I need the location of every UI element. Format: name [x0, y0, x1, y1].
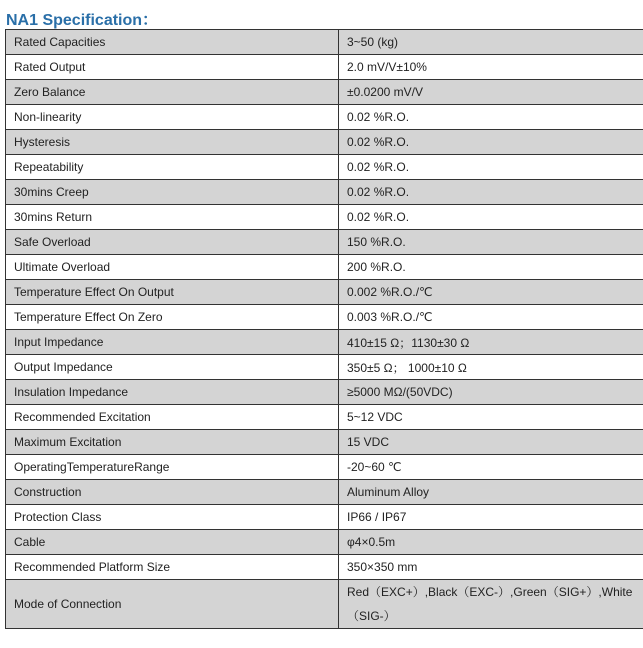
table-row: [6, 55, 643, 80]
table-row: [6, 530, 643, 555]
spec-value: ≥5000 MΩ/(50VDC): [339, 380, 643, 405]
table-row: [6, 155, 643, 180]
spec-label: OperatingTemperatureRange: [6, 455, 339, 480]
spec-value: 0.003 %R.O./℃: [339, 305, 643, 330]
table-row: [6, 505, 643, 530]
spec-label: Insulation Impedance: [6, 380, 339, 405]
spec-label: Hysteresis: [6, 130, 339, 155]
spec-value: IP66 / IP67: [339, 505, 643, 530]
spec-label: Non-linearity: [6, 105, 339, 130]
table-row: [6, 430, 643, 455]
spec-label: Construction: [6, 480, 339, 505]
spec-value: 0.002 %R.O./℃: [339, 280, 643, 305]
spec-label: Recommended Excitation: [6, 405, 339, 430]
spec-value: 350±5 Ω； 1000±10 Ω: [339, 355, 643, 380]
spec-value: Aluminum Alloy: [339, 480, 643, 505]
table-row: [6, 80, 643, 105]
table-row: [6, 580, 643, 629]
spec-label: Zero Balance: [6, 80, 339, 105]
table-row: [6, 355, 643, 380]
spec-label: Cable: [6, 530, 339, 555]
specification-table: [5, 29, 643, 629]
spec-value: 0.02 %R.O.: [339, 105, 643, 130]
table-row: [6, 405, 643, 430]
spec-label: Input Impedance: [6, 330, 339, 355]
spec-label: 30mins Creep: [6, 180, 339, 205]
table-row: [6, 205, 643, 230]
spec-value: 3~50 (kg): [339, 30, 643, 55]
spec-value: 0.02 %R.O.: [339, 130, 643, 155]
spec-value: φ4×0.5m: [339, 530, 643, 555]
spec-value: 5~12 VDC: [339, 405, 643, 430]
spec-title: NA1 Specification：: [6, 12, 159, 29]
spec-value: 0.02 %R.O.: [339, 205, 643, 230]
spec-value: 200 %R.O.: [339, 255, 643, 280]
table-row: [6, 130, 643, 155]
table-row: [6, 480, 643, 505]
spec-value: -20~60 ℃: [339, 455, 643, 480]
table-row: [6, 280, 643, 305]
table-row: [6, 555, 643, 580]
table-row: [6, 380, 643, 405]
table-row: [6, 255, 643, 280]
spec-value: 2.0 mV/V±10%: [339, 55, 643, 80]
table-row: [6, 305, 643, 330]
spec-label: Maximum Excitation: [6, 430, 339, 455]
spec-label: Temperature Effect On Output: [6, 280, 339, 305]
spec-value: 150 %R.O.: [339, 230, 643, 255]
spec-value: Red（EXC+）,Black（EXC-）,Green（SIG+）,White（SIG-）: [339, 580, 643, 629]
spec-label: Rated Output: [6, 55, 339, 80]
spec-value: 0.02 %R.O.: [339, 155, 643, 180]
spec-value: ±0.0200 mV/V: [339, 80, 643, 105]
spec-label: 30mins Return: [6, 205, 339, 230]
spec-label: Safe Overload: [6, 230, 339, 255]
table-row: [6, 330, 643, 355]
spec-value: 15 VDC: [339, 430, 643, 455]
spec-label: Repeatability: [6, 155, 339, 180]
spec-value: 410±15 Ω；1130±30 Ω: [339, 330, 643, 355]
table-row: [6, 30, 643, 55]
spec-label: Temperature Effect On Zero: [6, 305, 339, 330]
spec-value: 350×350 mm: [339, 555, 643, 580]
spec-label: Mode of Connection: [6, 580, 339, 629]
spec-label: Output Impedance: [6, 355, 339, 380]
table-row: [6, 105, 643, 130]
spec-label: Ultimate Overload: [6, 255, 339, 280]
table-row: [6, 180, 643, 205]
spec-label: Rated Capacities: [6, 30, 339, 55]
table-row: [6, 230, 643, 255]
spec-value: 0.02 %R.O.: [339, 180, 643, 205]
table-row: [6, 455, 643, 480]
spec-label: Protection Class: [6, 505, 339, 530]
spec-label: Recommended Platform Size: [6, 555, 339, 580]
